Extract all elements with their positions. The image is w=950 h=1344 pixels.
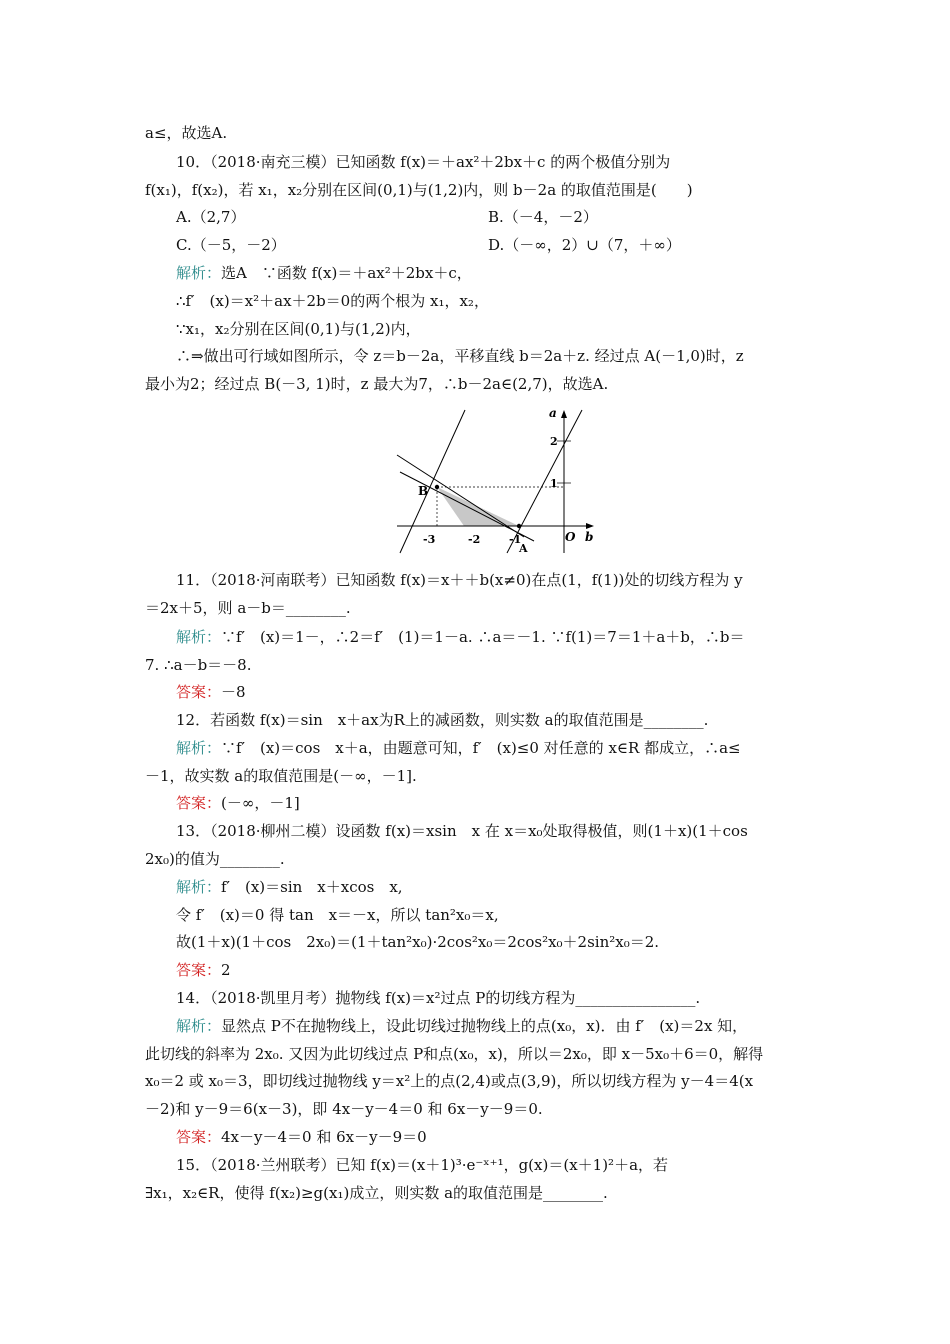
text-line: a≤，故选A. <box>145 124 228 142</box>
text-line: ∃x₁，x₂∈R，使得 f(x₂)≥g(x₁)成立，则实数 a的取值范围是________. <box>145 1184 608 1202</box>
y-tick-label: 2 <box>550 435 558 448</box>
text-line: 故(1＋x)(1＋cos 2x₀)＝(1＋tan²x₀)·2cos²x₀＝2cos²x₀＋2sin²x₀＝2. <box>176 933 660 951</box>
origin-label: O <box>565 530 576 544</box>
boundary-line-2 <box>397 455 524 537</box>
question-10-stem: 10．（2018·南充三模）已知函数 f(x)＝＋ax²＋2bx＋c 的两个极值分别为 <box>176 153 671 171</box>
boundary-line-3 <box>400 472 534 541</box>
text-line: －2)和 y－9＝6(x－3)，即 4x－y－4＝0 和 6x－y－9＝0. <box>145 1100 543 1118</box>
text-line: －1，故实数 a的取值范围是(－∞，－1]. <box>145 767 417 785</box>
question-11-stem: 11．（2018·河南联考）已知函数 f(x)＝x＋＋b(x≠0)在点(1，f(1))处的切线方程为 y <box>176 571 743 589</box>
text-line: 7. ∴a－b＝－8. <box>145 656 252 674</box>
y-tick-label: 1 <box>550 477 558 490</box>
option-d: D.（－∞，2）∪（7，＋∞） <box>488 236 681 254</box>
solution-text: 选A ∵函数 f(x)＝＋ax²＋2bx＋c， <box>221 264 472 282</box>
solution-text: ∵f′ (x)＝cos x＋a，由题意可知，f′ (x)≤0 对任意的 x∈R 都成立，∴a≤ <box>221 739 741 757</box>
solution-label: 解析： <box>176 1017 222 1035</box>
text-line: 令 f′ (x)＝0 得 tan x＝－x，所以 tan²x₀＝x, <box>176 906 499 924</box>
solution-label: 解析： <box>176 739 222 757</box>
a-axis-arrow <box>561 410 567 418</box>
boundary-line-1 <box>400 410 465 553</box>
text-line: ∴⇒做出可行域如图所示，令 z＝b－2a，平移直线 b＝2a＋z. 经过点 A(－1,0)时，z <box>176 347 744 365</box>
point-b-dot <box>435 485 439 489</box>
b-axis-arrow <box>586 523 594 529</box>
answer-text: －8 <box>221 683 246 701</box>
solution-text: 显然点 P不在抛物线上，设此切线过抛物线上的点(x₀，x)．由 f′ (x)＝2x 知， <box>221 1017 748 1035</box>
question-10-stem-cont: f(x₁)，f(x₂)，若 x₁，x₂分别在区间(0,1)与(1,2)内，则 b－2a 的取值范围是( ) <box>145 181 693 199</box>
text-line: ∵x₁，x₂分别在区间(0,1)与(1,2)内， <box>176 320 421 338</box>
text-line: 2x₀)的值为________. <box>145 850 285 868</box>
answer-line <box>176 793 300 813</box>
x-tick-label: -3 <box>423 533 436 546</box>
answer-label: 答案： <box>176 683 222 701</box>
question-14-stem: 14．（2018·凯里月考）抛物线 f(x)＝x²过点 P的切线方程为________________. <box>176 989 701 1007</box>
answer-label: 答案： <box>176 794 222 812</box>
answer-line <box>176 1127 427 1147</box>
text-line: 此切线的斜率为 2x₀. 又因为此切线过点 P和点(x₀，x)，所以＝2x₀，即 x－5x₀＋6＝0，解得 <box>145 1045 764 1063</box>
text-line: 最小为2；经过点 B(－3, 1)时，z 最大为7，∴b－2a∈(2,7)，故选A. <box>145 375 609 393</box>
answer-label: 答案： <box>176 1128 222 1146</box>
point-a-label: A <box>519 542 528 555</box>
solution-line <box>176 1016 747 1036</box>
point-a-dot <box>517 524 521 528</box>
b-axis-label: b <box>585 530 594 544</box>
solution-label: 解析： <box>176 264 222 282</box>
answer-line <box>176 682 246 702</box>
x-tick-label: -2 <box>468 533 481 546</box>
a-axis-label: a <box>549 406 557 420</box>
answer-line <box>176 960 231 980</box>
text-line: ∴f′ (x)＝x²＋ax＋2b＝0的两个根为 x₁，x₂， <box>176 292 489 310</box>
feasible-region <box>437 487 519 526</box>
feasible-region-graph <box>392 405 602 555</box>
solution-line <box>176 738 741 758</box>
point-b-label: B <box>418 484 429 498</box>
solution-text: ∵f′ (x)＝1－，∴2＝f′ (1)＝1－a. ∴a＝－1. ∵f(1)＝7＝1＋a＋b，∴b＝ <box>221 628 745 646</box>
solution-line <box>176 263 472 283</box>
answer-text: 4x－y－4＝0 和 6x－y－9＝0 <box>221 1128 427 1146</box>
question-12-stem: 12．若函数 f(x)＝sin x＋ax为R上的减函数，则实数 a的取值范围是________. <box>176 711 709 729</box>
question-15-stem: 15．（2018·兰州联考）已知 f(x)＝(x＋1)³·e⁻ˣ⁺¹，g(x)＝(x＋1)²＋a，若 <box>176 1156 669 1174</box>
solution-label: 解析： <box>176 878 222 896</box>
solution-line <box>176 627 745 647</box>
solution-label: 解析： <box>176 628 222 646</box>
text-line: x₀＝2 或 x₀＝3，即切线过抛物线 y＝x²上的点(2,4)或点(3,9)，所以切线方程为 y－4＝4(x <box>145 1072 754 1090</box>
answer-label: 答案： <box>176 961 222 979</box>
option-b: B.（－4，－2） <box>488 208 598 226</box>
answer-text: (－∞，－1] <box>221 794 300 812</box>
text-line: ＝2x＋5，则 a－b＝________. <box>145 599 351 617</box>
option-c: C.（－5，－2） <box>176 236 286 254</box>
question-13-stem: 13．（2018·柳州二模）设函数 f(x)＝xsin x 在 x＝x₀处取得极值，则(1＋x)(1＋cos <box>176 822 748 840</box>
solution-text: f′ (x)＝sin x＋xcos x, <box>221 878 403 896</box>
x-tick-label: -1 <box>509 533 522 546</box>
option-a: A.（2,7） <box>176 208 246 226</box>
answer-text: 2 <box>221 961 231 979</box>
solution-line <box>176 877 403 897</box>
